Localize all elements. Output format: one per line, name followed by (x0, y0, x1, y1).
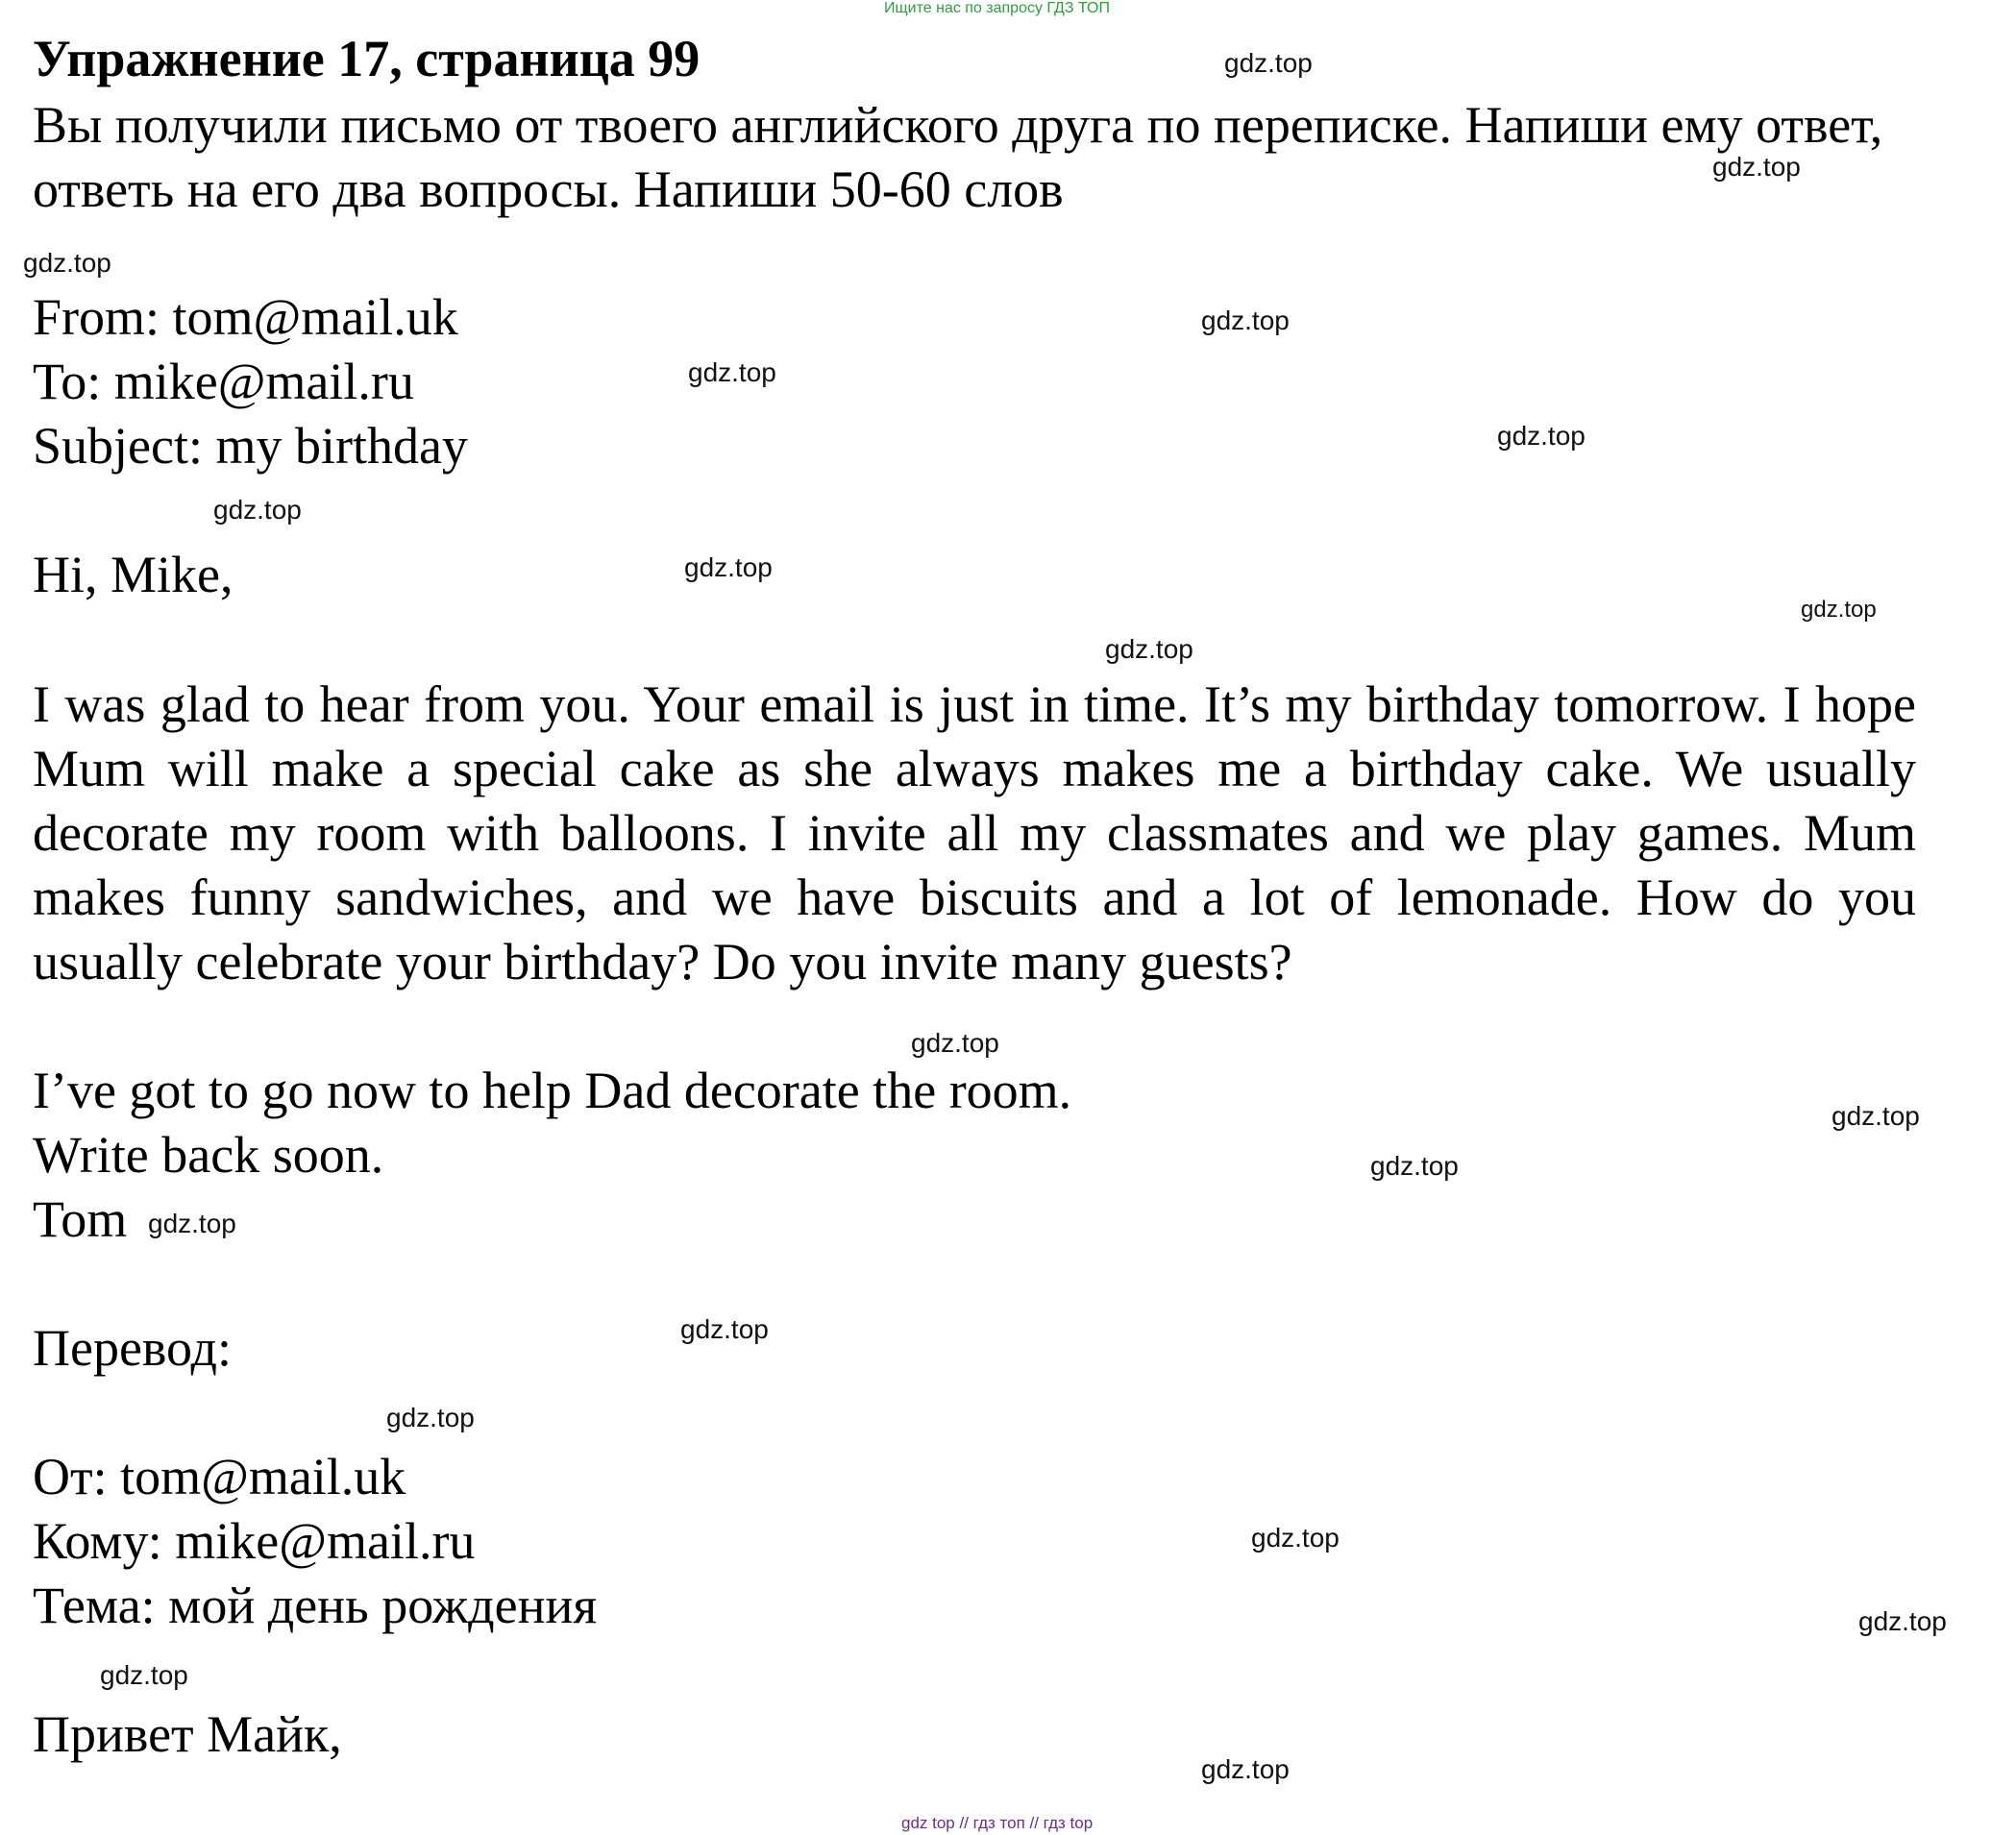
page-title: Упражнение 17, страница 99 (33, 30, 701, 87)
email-from: From: tom@mail.uk (33, 288, 458, 346)
email-signature: Tom (33, 1190, 128, 1248)
footer-links: gdz top // гдз топ // гдз top (901, 1814, 1094, 1832)
watermark: gdz.top (1251, 1523, 1340, 1553)
email-to: To: mike@mail.ru (33, 353, 414, 410)
email-line-go: I’ve got to go now to help Dad decorate the room. (33, 1062, 1072, 1119)
task-text: Вы получили письмо от твоего английского друга по переписке. Напиши ему ответ, ответь на его два вопросы. Напиши 50-60 слов (33, 96, 1883, 218)
top-banner: Ищите нас по запросу ГДЗ ТОП (884, 0, 1110, 16)
watermark: gdz.top (1801, 597, 1877, 623)
watermark: gdz.top (23, 248, 111, 278)
translation-from: От: tom@mail.uk (33, 1448, 406, 1505)
watermark: gdz.top (1224, 48, 1313, 78)
email-greeting: Hi, Mike, (33, 546, 234, 603)
watermark: gdz.top (1497, 421, 1586, 451)
watermark: gdz.top (688, 357, 776, 387)
watermark: gdz.top (911, 1028, 999, 1058)
watermark: gdz.top (1201, 306, 1290, 335)
translation-to: Кому: mike@mail.ru (33, 1512, 476, 1570)
watermark: gdz.top (1858, 1606, 1947, 1636)
watermark: gdz.top (100, 1660, 188, 1690)
watermark: gdz.top (1370, 1151, 1459, 1181)
email-body: I was glad to hear from you. Your email is just in time. It’s my birthday tomorrow. I hope Mum will make a special cake as she always makes me a birthday cake. We usually decorate my room with balloons. I invite all my classmates and we play games. Mum makes funny sandwiches, and we have biscuits and a lot of lemonade. How do you usually celebrate your birthday? Do you invite many guests? (33, 675, 1916, 991)
watermark: gdz.top (680, 1314, 769, 1344)
watermark: gdz.top (1105, 634, 1193, 664)
watermark: gdz.top (386, 1403, 475, 1432)
watermark: gdz.top (684, 552, 773, 582)
translation-greeting: Привет Майк, (33, 1705, 342, 1763)
watermark: gdz.top (1832, 1101, 1920, 1131)
email-line-write: Write back soon. (33, 1126, 384, 1184)
watermark: gdz.top (1201, 1754, 1290, 1784)
watermark: gdz.top (213, 495, 302, 525)
email-subject: Subject: my birthday (33, 417, 468, 475)
watermark: gdz.top (1712, 152, 1801, 182)
translation-subject: Тема: мой день рождения (33, 1577, 598, 1634)
watermark: gdz.top (148, 1209, 236, 1238)
translation-heading: Перевод: (33, 1319, 232, 1377)
